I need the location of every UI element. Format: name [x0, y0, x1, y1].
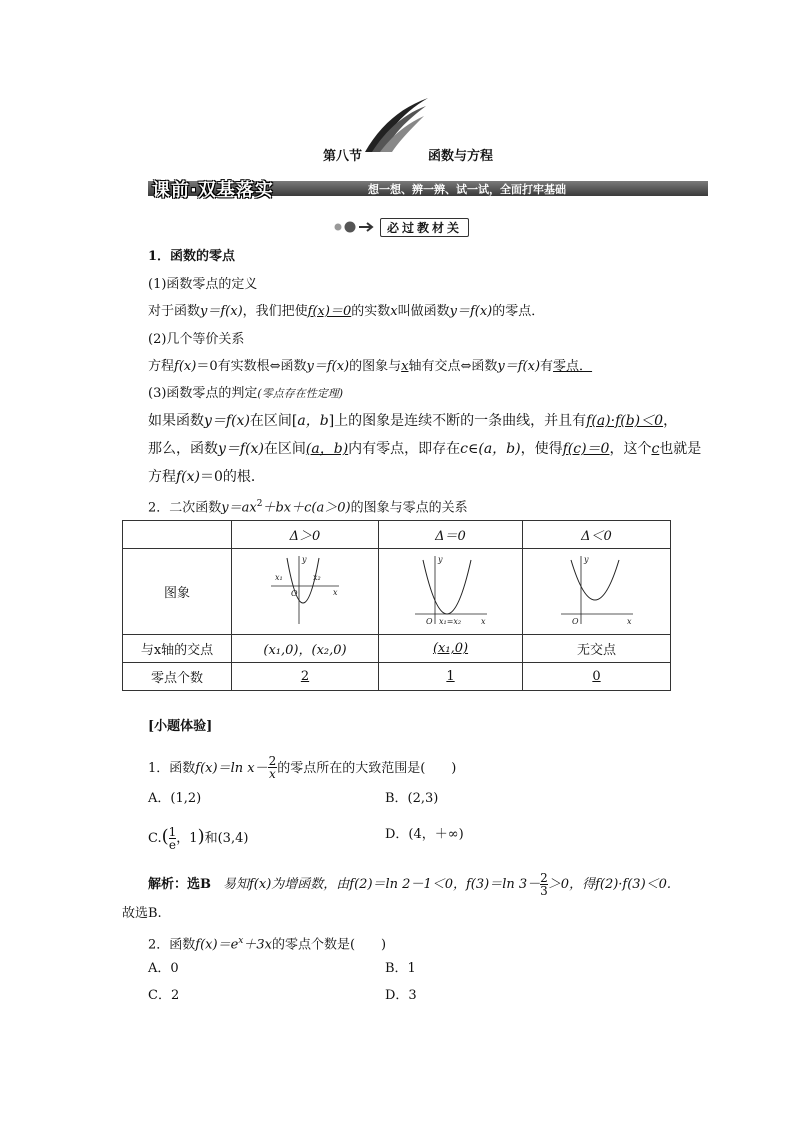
graph-axis-y: y	[302, 554, 307, 564]
q1-solution: 解析：选B 易知f(x)为增函数，由f(2)＝ln 2－1＜0，f(3)＝ln 3－ $\frac{2}{3}$ ＞0，得f(2)·f(3)＜0.	[148, 871, 672, 898]
q2-option-d: D．3	[385, 988, 417, 1003]
parabola-one-root-graph	[409, 552, 493, 628]
practice-heading: [小题体验]	[148, 719, 213, 734]
s1-sub1: (1)函数零点的定义	[148, 277, 258, 292]
row-label-graph: 图象	[123, 549, 232, 635]
graph-axis-y: y	[437, 554, 443, 564]
graph-axis-y: y	[583, 554, 589, 564]
intersection-no-root: 无交点	[523, 635, 671, 663]
table-row	[123, 663, 671, 691]
graph-axis-x: x	[333, 587, 338, 597]
dots-icon	[332, 219, 376, 235]
zero-count-two: 2	[232, 663, 379, 691]
graph-origin: O	[425, 616, 433, 626]
graph-axis-x: x	[480, 616, 486, 626]
banner-title: 课前·双基落实	[152, 180, 274, 201]
graph-cell-two-roots	[232, 549, 379, 635]
s1-theorem-line3: 方程f(x)＝0的根．	[148, 469, 265, 485]
graph-axis-x: x	[626, 616, 632, 626]
header-delta-positive: Δ＞0	[232, 521, 379, 549]
zero-count-none: 0	[523, 663, 671, 691]
parabola-two-roots-graph	[265, 552, 345, 628]
parabola-no-root-graph	[555, 552, 639, 628]
s1-theorem-line1: 如果函数y＝f(x)在区间[a，b]上的图象是连续不断的一条曲线，并且有f(a)·f(b)＜0，	[148, 413, 678, 429]
section-number: 第八节	[323, 149, 363, 164]
section-topic: 函数与方程	[428, 149, 494, 164]
header-delta-negative: Δ＜0	[523, 521, 671, 549]
course-banner	[148, 176, 708, 202]
graph-origin: O	[571, 616, 579, 626]
s2-title: 2．二次函数$y=ax^2+bx+c(a>0)$的图象与零点的关系	[148, 499, 468, 516]
zero-count-one: 1	[379, 663, 523, 691]
table-row	[123, 521, 671, 549]
row-label-intersection: 与x轴的交点	[123, 635, 232, 663]
s1-theorem-line2: 那么，函数y＝f(x)在区间(a，b)内有零点，即存在c∈(a，b)，使得f(c)＝0，这个c也就是	[148, 441, 702, 457]
header-swoosh-logo	[360, 96, 430, 154]
s1-equivalence: 方程f(x)＝0有实数根⇔函数y＝f(x)的图象与x轴有交点⇔函数y＝f(x)有零点．	[148, 359, 593, 374]
q1-option-d: D．(4，＋∞)	[385, 827, 464, 842]
s1-sub2: (2)几个等价关系	[148, 332, 245, 347]
table-row	[123, 549, 671, 635]
pass-title: 必过教材关	[380, 218, 469, 237]
graph-cell-no-root	[523, 549, 671, 635]
banner-subtitle: 想一想、辨一辨、试一试，全面打牢基础	[368, 183, 566, 196]
q2-option-a: A．0	[148, 961, 179, 976]
q1-solution-end: 故选B.	[122, 906, 162, 921]
q1-option-a: A．(1,2)	[148, 791, 202, 806]
q2-stem: 2．函数$f(x)=e^x+3x$的零点个数是( )	[148, 936, 387, 953]
intersection-two-roots: (x₁,0)，(x₂,0)	[232, 635, 379, 663]
row-label-zero-count: 零点个数	[123, 663, 232, 691]
graph-origin: O	[291, 588, 298, 598]
table-corner-cell	[123, 521, 232, 549]
q2-option-c: C．2	[148, 988, 180, 1003]
table-row	[123, 635, 671, 663]
relation-table	[122, 520, 671, 691]
s1-title: 1．函数的零点	[148, 249, 236, 264]
s1-sub3: (3)函数零点的判定(零点存在性定理)	[148, 386, 344, 401]
q1-option-c: C.( $\frac{1}{e}$ ，1)和(3,4)	[148, 825, 249, 852]
header-delta-zero: Δ＝0	[379, 521, 523, 549]
graph-x2: x₂	[313, 572, 321, 582]
graph-x1: x₁	[275, 572, 283, 582]
q1-stem: 1．函数f(x)＝ln x－ $\frac{2}{x}$ 的零点所在的大致范围是( )	[148, 754, 457, 781]
graph-cell-one-root	[379, 549, 523, 635]
s1-definition: 对于函数y＝f(x)，我们把使f(x)＝0的实数x叫做函数y＝f(x)的零点．	[148, 304, 545, 319]
q1-option-b: B．(2,3)	[385, 791, 439, 806]
q2-option-b: B．1	[385, 961, 416, 976]
intersection-one-root: (x₁,0)	[379, 635, 523, 663]
graph-x1x2: x₁=x₂	[438, 616, 461, 626]
